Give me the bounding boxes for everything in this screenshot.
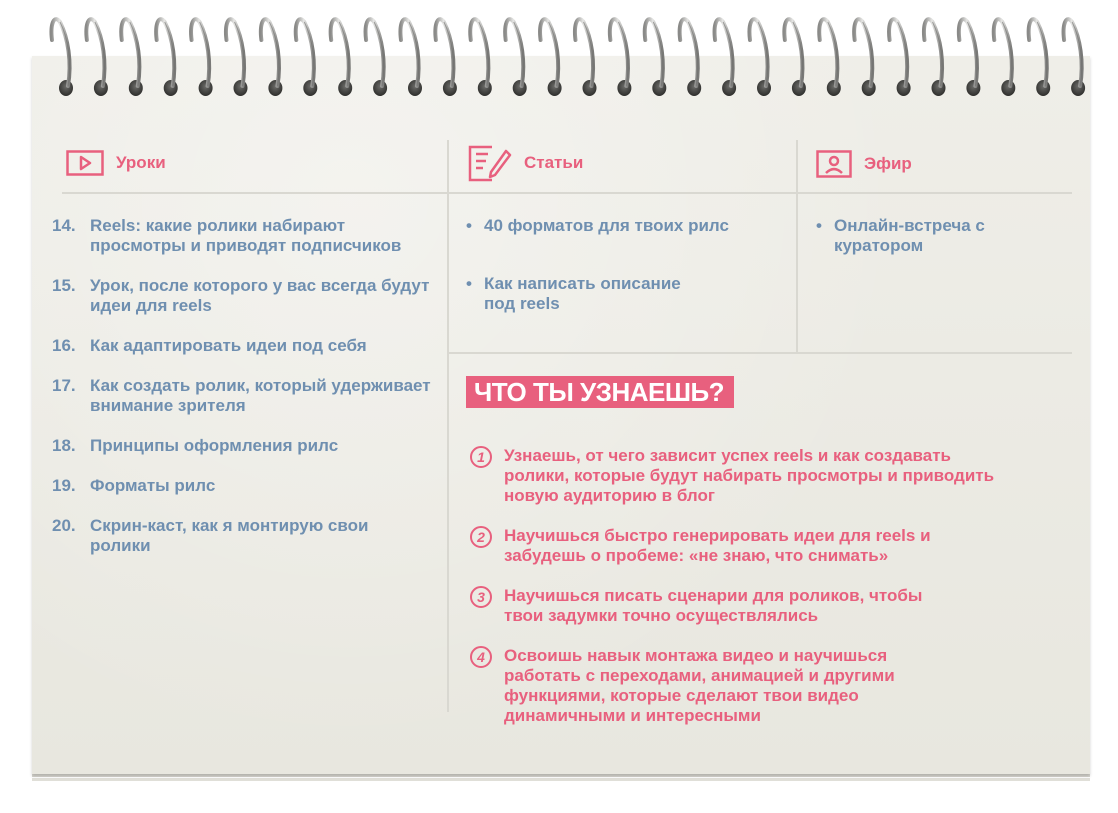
list-item: 18. Принципы оформления рилс <box>52 436 339 455</box>
lessons-list <box>52 216 432 576</box>
page-edge <box>32 774 1090 777</box>
list-item: • Как написать описание под reels <box>464 274 714 314</box>
live-header <box>816 150 912 178</box>
number-badge: 1 <box>470 446 492 468</box>
column-divider-2 <box>796 140 798 354</box>
play-icon <box>66 150 104 176</box>
column-divider-1 <box>447 140 449 712</box>
articles-header <box>466 143 583 183</box>
list-item: 2 Научишься быстро генерировать идеи для reels и забудешь о пробеме: «не знаю, что снимать» <box>470 526 1030 566</box>
lessons-title: Уроки <box>116 153 166 172</box>
list-item: 15. Урок, после которого у вас всегда будут идеи для reels <box>52 276 430 315</box>
live-list <box>814 216 1014 256</box>
list-item: 20. Скрин-каст, как я монтирую свои ролики <box>52 516 369 555</box>
learn-title-banner: ЧТО ТЫ УЗНАЕШЬ? <box>466 376 734 408</box>
section-divider <box>449 352 1072 354</box>
number-badge: 3 <box>470 586 492 608</box>
list-item: 19. Форматы рилс <box>52 476 216 495</box>
list-item: 14. Reels: какие ролики набирают просмотры и приводят подписчиков <box>52 216 402 255</box>
list-item: 3 Научишься писать сценарии для роликов, чтобы твои задумки точно осуществлялись <box>470 586 1030 626</box>
lessons-header <box>66 150 166 176</box>
number-badge: 4 <box>470 646 492 668</box>
article-pen-icon <box>466 143 512 183</box>
articles-list <box>464 216 764 314</box>
list-item: 1 Узнаешь, от чего зависит успех reels и как создавать ролики, которые будут набирать просмотры и приводить новую аудиторию в блог <box>470 446 1030 506</box>
articles-title: Статьи <box>524 153 584 172</box>
list-item: • Онлайн-встреча с куратором <box>814 216 1004 256</box>
list-item: 4 Освоишь навык монтажа видео и научишься работать с переходами, анимацией и другими функциями, которые сделают твои видео динамичными и интересными <box>470 646 1030 726</box>
page-edge-bottom <box>32 778 1090 781</box>
user-screen-icon <box>816 150 852 178</box>
list-item: • 40 форматов для твоих рилс <box>464 216 764 236</box>
header-divider <box>62 192 1072 194</box>
learn-list <box>470 446 1030 746</box>
list-item: 17. Как создать ролик, который удерживает внимание зрителя <box>52 376 431 415</box>
number-badge: 2 <box>470 526 492 548</box>
live-title: Эфир <box>864 154 912 173</box>
list-item: 16. Как адаптировать идеи под себя <box>52 336 367 355</box>
